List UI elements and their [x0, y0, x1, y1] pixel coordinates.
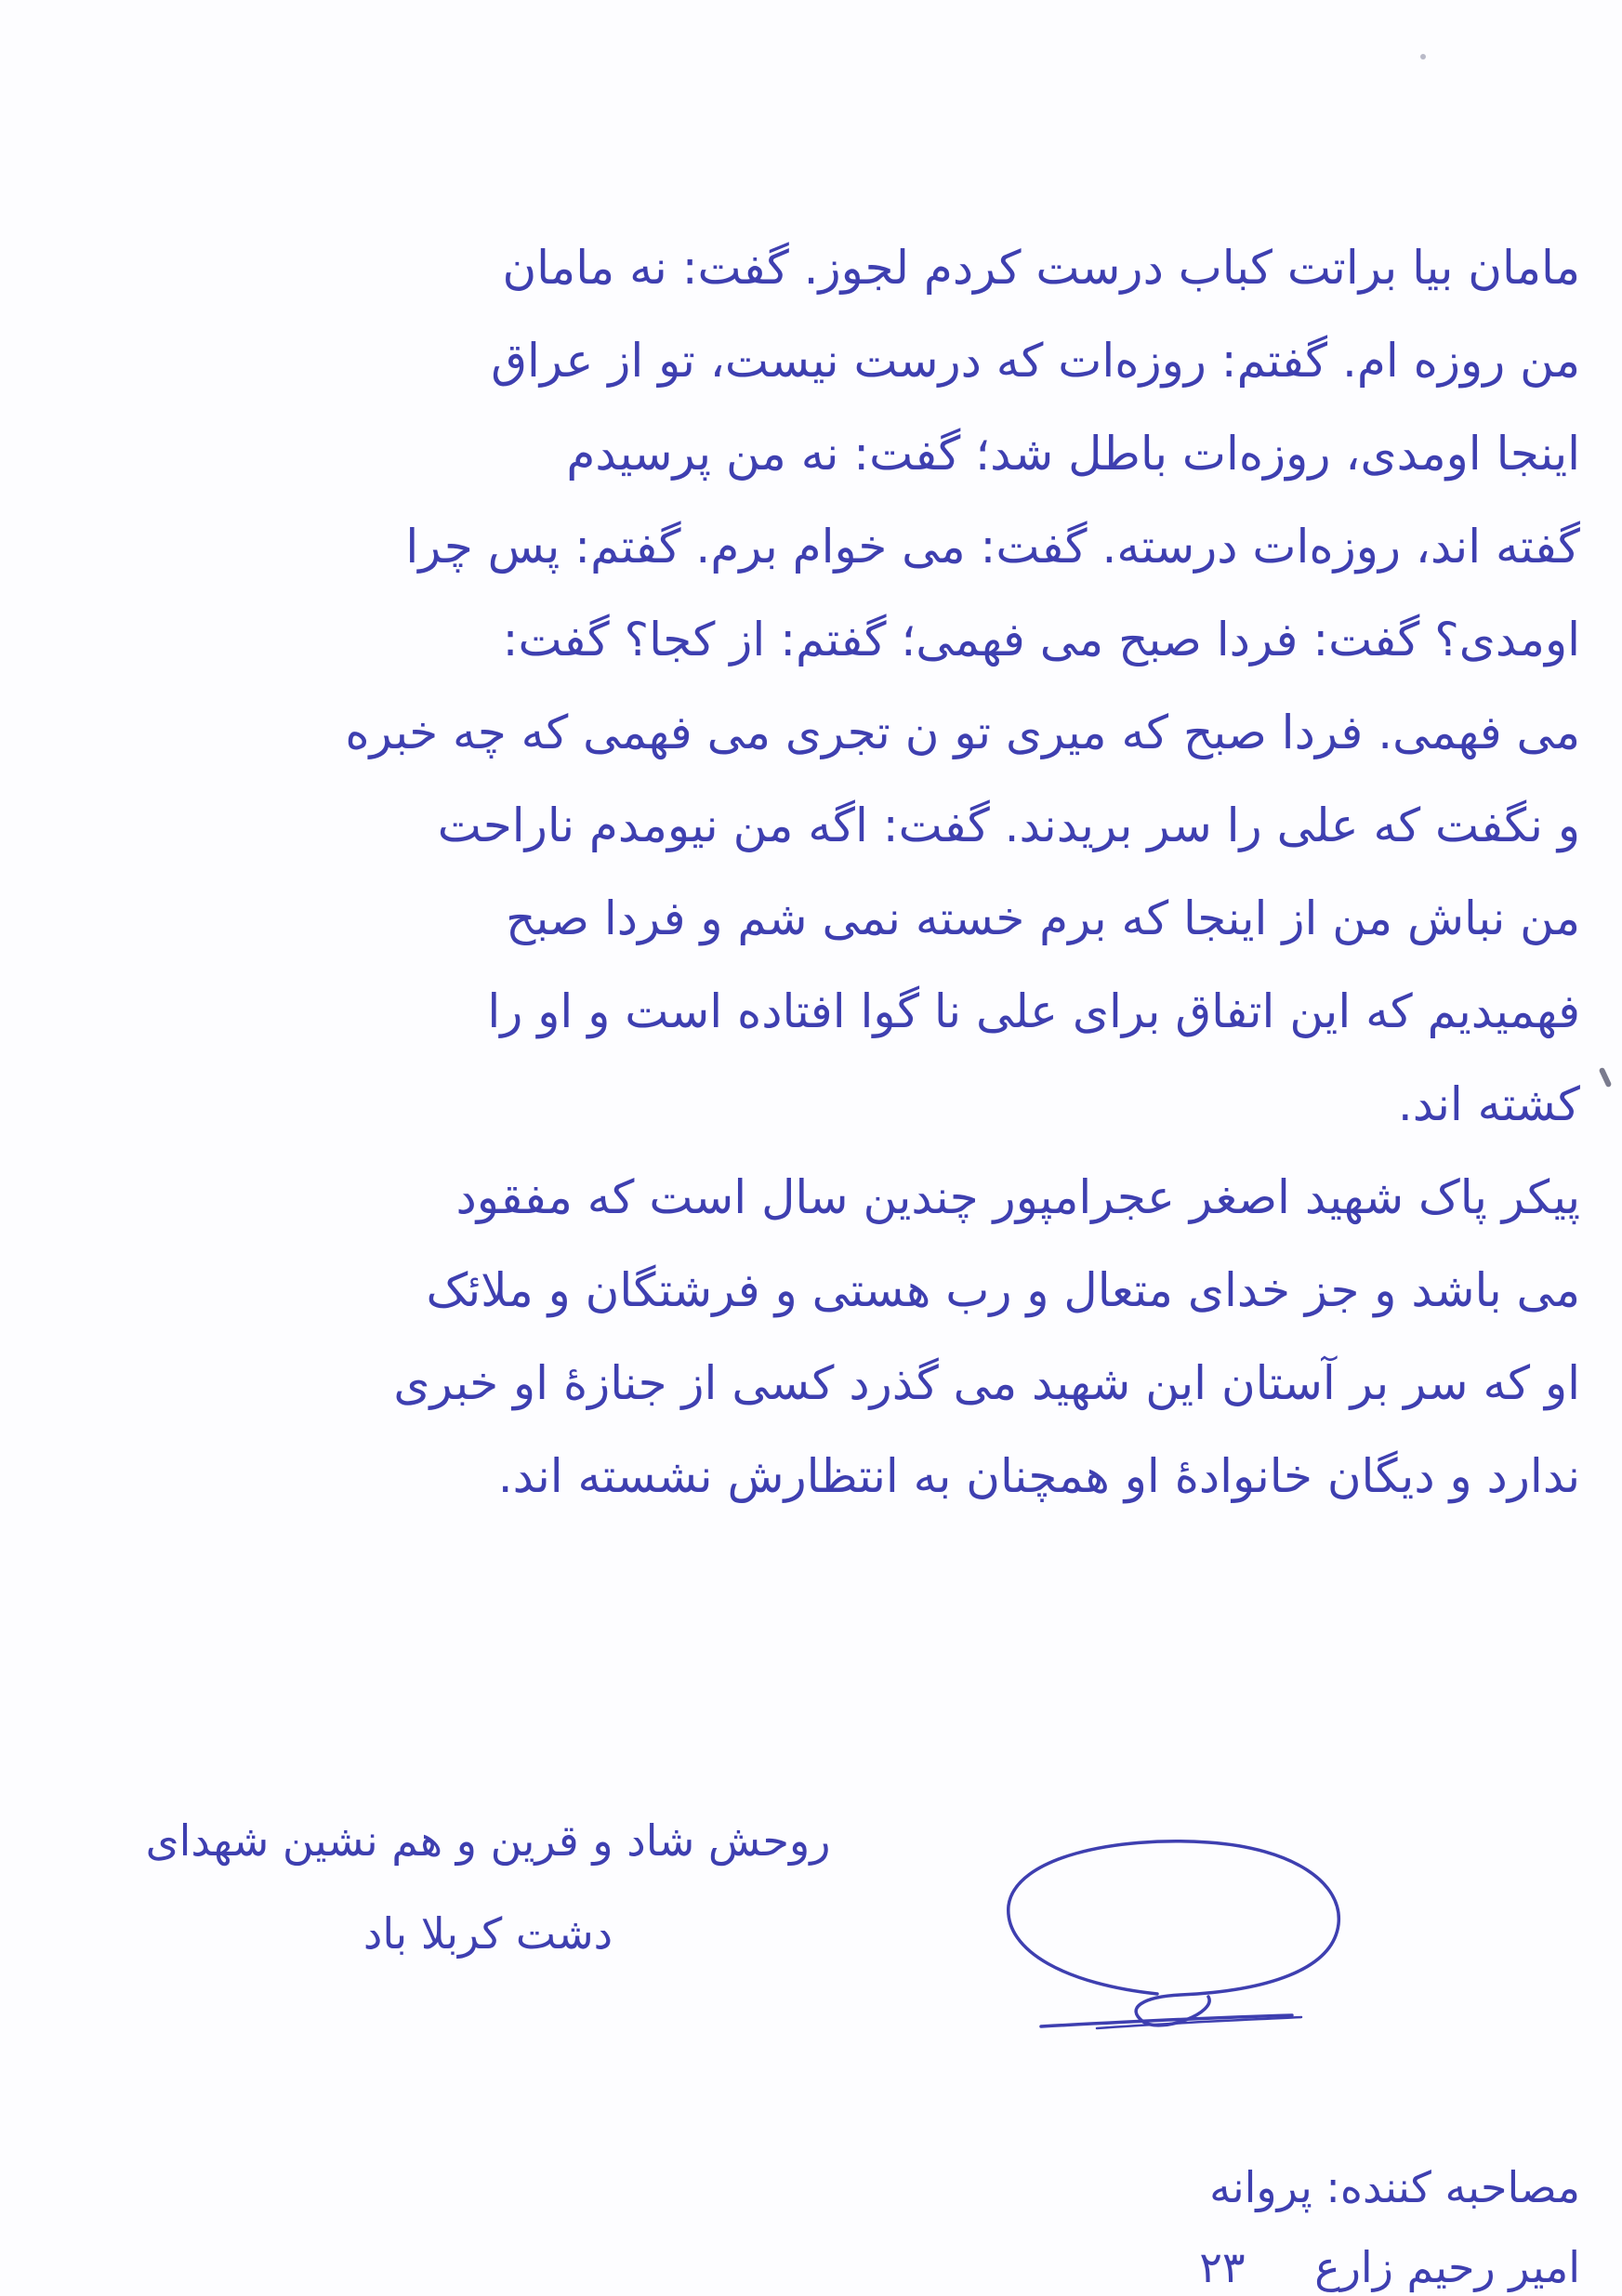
author-line — [725, 2227, 1580, 2296]
paper-mark — [1599, 1067, 1613, 1088]
text-line: ماماﻥ بیا براتت کباب درست کردم لجوز. گفت: نه مامان — [502, 241, 1580, 295]
text-line: او که سر بر آستان این شهید می گذرد کسی از جنازهٔ او خبری — [393, 1356, 1580, 1410]
text-line: من روزه ام. گفتم: روزه‌ات که درست نیست، تو از عراق — [491, 334, 1580, 388]
text-line: ندارد و دیگان خانوادهٔ او همچنان به انتظارش نشسته اند. — [497, 1449, 1580, 1503]
closing-prayer — [19, 1794, 957, 1980]
text-line: اومدی؟ گفت: فردا صبح می فهمی؛ گفتم: از کجا؟ گفت: — [502, 613, 1580, 666]
closing-line: دشت کربلا باد — [363, 1908, 613, 1959]
signature — [985, 1831, 1357, 2045]
author-name: امیر رحیم زارع — [1314, 2242, 1580, 2292]
text-line: کشته اند. — [1397, 1077, 1580, 1131]
interviewer-line: مصاحبه کننده: پروانه — [1209, 2162, 1580, 2212]
text-line: می فهمی. فردا صبح که میری تو ن تجری می فهمی که چه خبره — [345, 706, 1580, 759]
text-line: می باشد و جز خدای متعال و رب هستی و فرشتگان و ملائک — [426, 1263, 1580, 1317]
footer — [725, 2147, 1580, 2296]
text-line: گفته اند، روزه‌ات درسته. گفت: می خوام برم. گفتم: پس چرا — [405, 520, 1580, 574]
handwritten-body — [28, 221, 1580, 1523]
text-line: فهمیدیم که این اتفاق برای علی نا گوا افتاده است و او را — [487, 984, 1580, 1038]
text-line: پیکر پاک شهید اصغر عجرامپور چندین سال است که مفقود — [455, 1170, 1580, 1224]
paper-speck — [1420, 54, 1426, 59]
page-number: ۲۳ — [1199, 2242, 1246, 2292]
text-line: اینجا اومدی، روزه‌ات باطل شد؛ گفت: نه من پرسیدم — [566, 427, 1580, 481]
text-line: من نباش من از اینجا که برم خسته نمی شم و فردا صبح — [506, 891, 1580, 945]
closing-line: روحش شاد و قرین و هم نشین شهدای — [145, 1815, 831, 1866]
text-line: و نگفت که علی را سر بریدند. گفت: اگه من نیومدم ناراحت — [437, 798, 1580, 852]
